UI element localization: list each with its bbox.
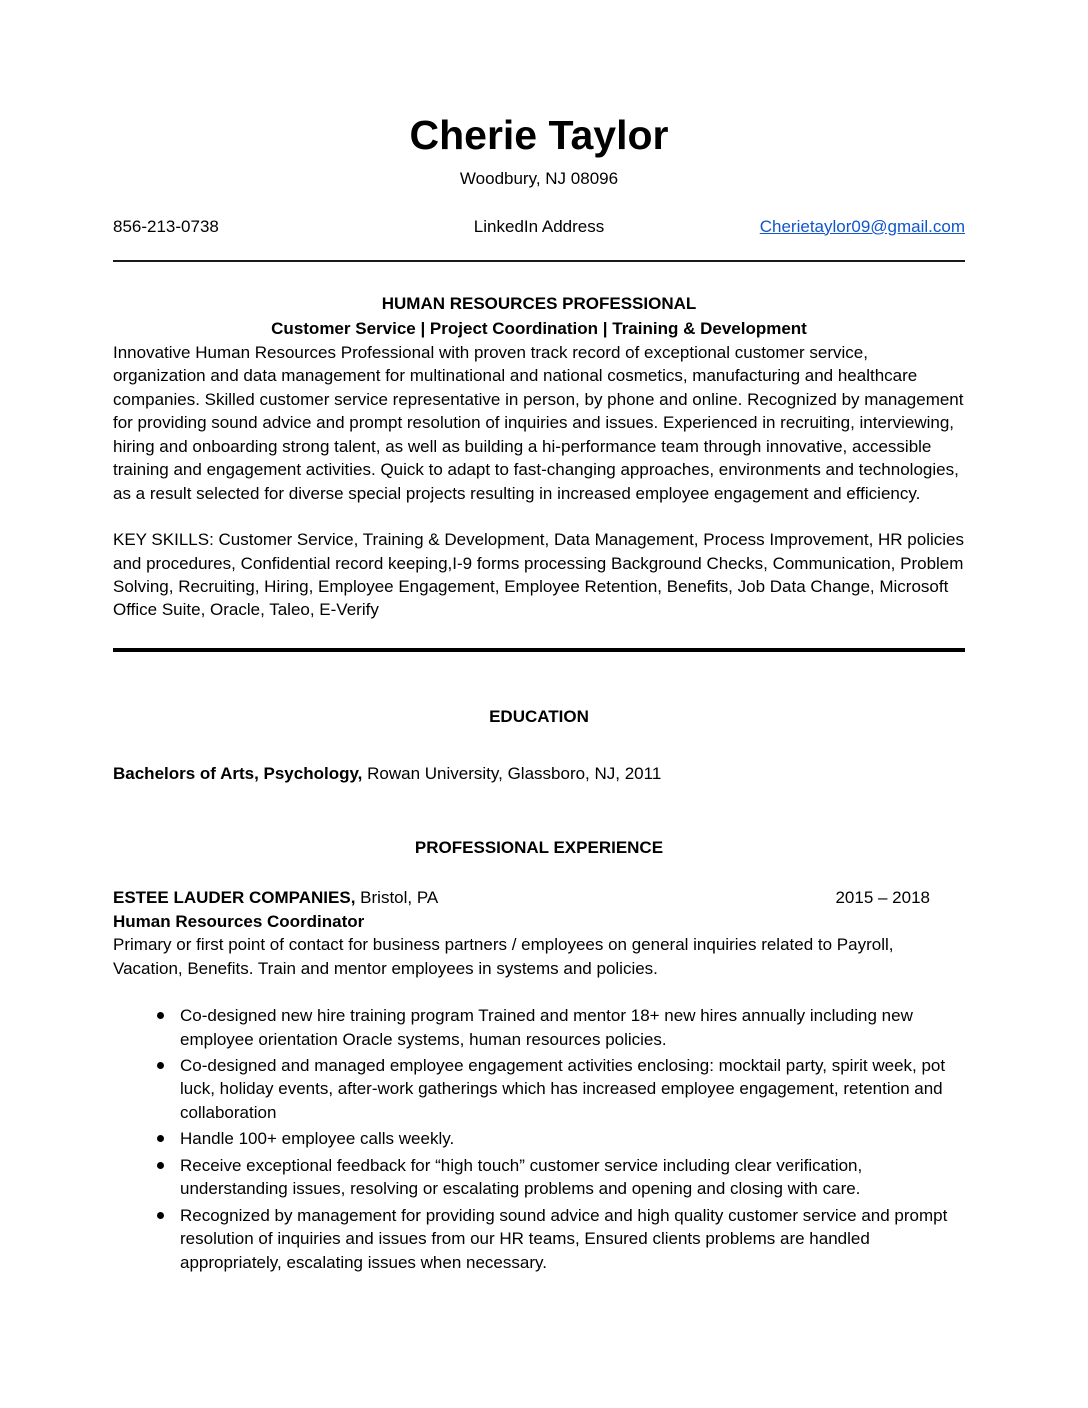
- section-divider: [113, 648, 965, 652]
- job-title: Human Resources Coordinator: [113, 911, 365, 931]
- job-bullet: Co-designed and managed employee engagement activities enclosing: mocktail party, spirit week, pot luck, holiday events, after-work gatherings which has increased employee engagement, retention and collaboration: [113, 1054, 965, 1124]
- summary-subtitle: Customer Service | Project Coordination | Training & Development: [271, 318, 807, 338]
- degree-name: Bachelors of Arts, Psychology,: [113, 764, 363, 784]
- key-skills-paragraph: KEY SKILLS: Customer Service, Training & Development, Data Management, Process Improvement, HR policies and procedures, Confidential record keeping,I-9 forms processing Background Checks, Communication, Problem Solving, Recruiting, Hiring, Employee Engagement, Employee Retention, Benefits, Job Data Change, Microsoft Office Suite, Oracle, Taleo, E-Verify: [113, 530, 965, 620]
- phone-number: 856-213-0738: [113, 216, 219, 236]
- linkedin-address-label: LinkedIn Address: [473, 216, 605, 236]
- email-link[interactable]: Cherietaylor09@gmail.com: [759, 216, 966, 236]
- company-location: Bristol, PA: [355, 888, 439, 908]
- job-bullet: Recognized by management for providing sound advice and high quality customer service and prompt resolution of inquiries and issues from our HR teams, Ensured clients problems are handled appropriately, escalating issues when necessary.: [113, 1204, 965, 1274]
- education-heading: EDUCATION: [489, 706, 589, 726]
- job-bullet: Handle 100+ employee calls weekly.: [113, 1127, 965, 1150]
- company-row: [113, 886, 965, 909]
- experience-heading: PROFESSIONAL EXPERIENCE: [414, 837, 664, 857]
- job-description: Primary or first point of contact for business partners / employees on general inquiries related to Payroll, Vacation, Benefits. Train and mentor employees in systems and policies.: [113, 935, 894, 978]
- email-container: [604, 215, 965, 238]
- summary-paragraph: Innovative Human Resources Professional with proven track record of exceptional customer service, organization and data management for multinational and national cosmetics, manufacturing and healthcare companies. Skilled customer service representative in person, by phone and online. Recognized by management for providing sound advice and prompt resolution of inquiries and issues. Experienced in recruiting, interviewing, hiring and onboarding strong talent, as well as building a hi-performance team through innovative, accessible training and engagement activities. Quick to adapt to fast-changing approaches, environments and technologies, as a result selected for diverse special projects resulting in increased employee engagement and efficiency.: [113, 342, 964, 503]
- person-location: Woodbury, NJ 08096: [459, 169, 619, 189]
- company-and-location: [113, 886, 438, 909]
- school-name: Rowan University, Glassboro, NJ, 2011: [362, 764, 662, 784]
- job-bullet: Co-designed new hire training program Trained and mentor 18+ new hires annually including new employee orientation Oracle systems, human resources policies.: [113, 1004, 965, 1051]
- education-entry: [113, 762, 965, 785]
- summary-title: HUMAN RESOURCES PROFESSIONAL: [381, 294, 697, 314]
- company-name: ESTEE LAUDER COMPANIES,: [113, 888, 356, 908]
- job-bullet: Receive exceptional feedback for “high touch” customer service including clear verification, understanding issues, resolving or escalating problems and opening and closing with care.: [113, 1154, 965, 1201]
- job-bullet-list: [113, 1004, 965, 1274]
- employment-dates: 2015 – 2018: [835, 888, 930, 908]
- contact-row: [113, 215, 965, 238]
- header-divider: [113, 260, 965, 262]
- person-name: Cherie Taylor: [409, 112, 669, 158]
